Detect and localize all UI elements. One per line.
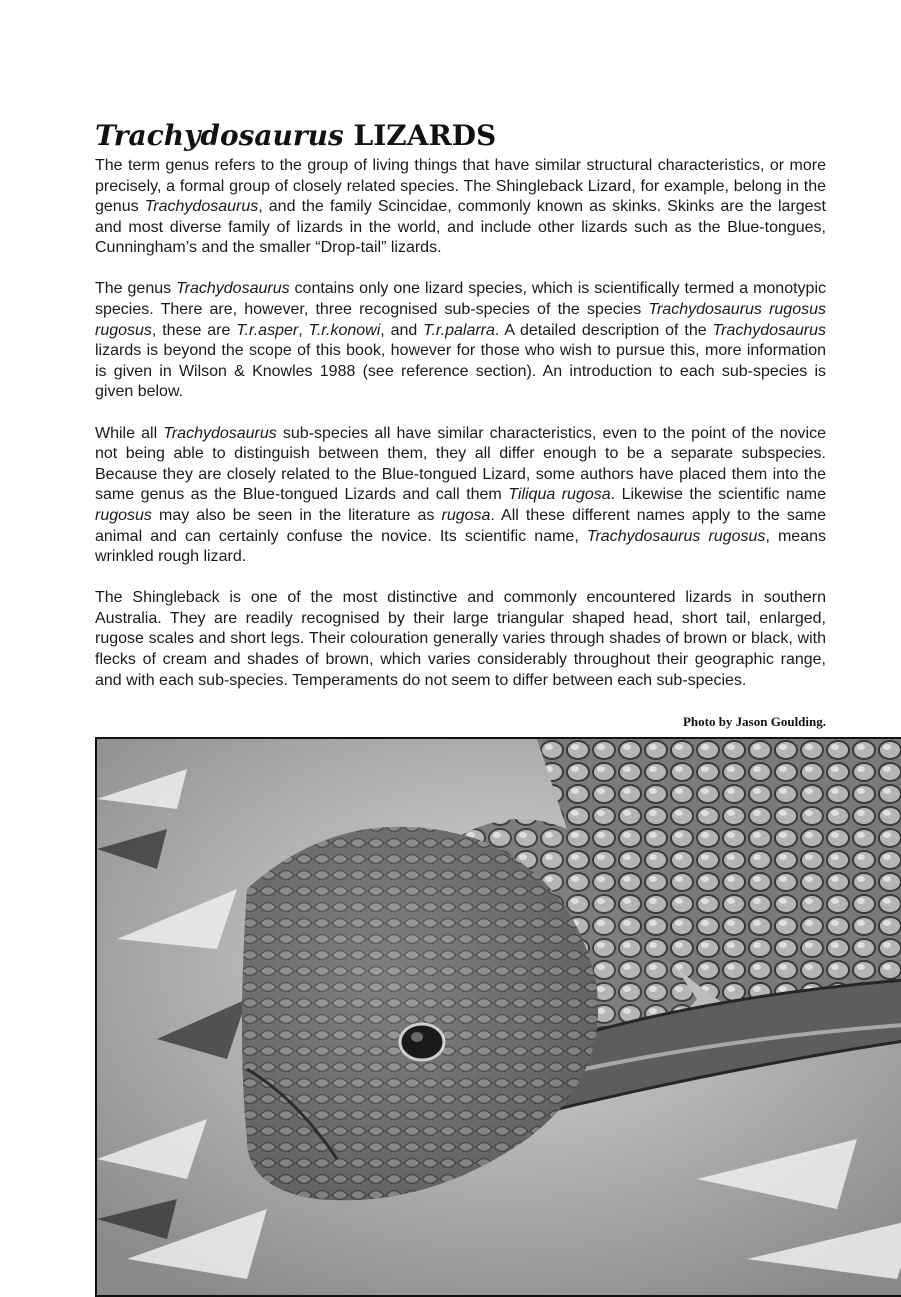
page-title — [95, 116, 496, 156]
text-run: . All these different names apply to the same animal and can certainly confuse the novice. Its scientific name, — [95, 506, 826, 545]
body-text — [95, 156, 826, 712]
paragraph-description — [95, 588, 826, 691]
text-run: The term genus refers to the group of living things that have similar structural characteristics, or more precisely, a formal group of closely related species. The Shingleback Lizard, for example, belong in the genus — [95, 157, 826, 216]
text-run: sub-species all have similar characteristics, even to the point of the novice not being able to distinguish between them, they all differ enough to be a separate subspecies. Because they are closely related to the Blue-tongued Lizard, some authors have placed them into the same genus as the Blue-tongued Lizards and call them — [95, 424, 826, 504]
italic-term: rugosus — [95, 506, 152, 524]
paragraph-subspecies — [95, 279, 826, 403]
paragraph-genus-definition — [95, 156, 826, 259]
text-run: , and — [380, 321, 424, 339]
text-run: , means wrinkled rough lizard. — [95, 527, 827, 566]
text-run: While all — [95, 424, 164, 442]
text-run: . A detailed description of the — [494, 321, 713, 339]
text-run: The Shingleback is one of the most distinctive and commonly encountered lizards in southern Australia. They are readily recognised by their large triangular shaped head, short tail, enlarged, rugose scales and short legs. Their colouration generally varies through shades of brown or black, with flecks of cream and shades of brown, which varies considerably throughout their geographic range, and with each sub-species. Temperaments do not seem to differ between each sub-species. — [95, 589, 826, 689]
text-run: may also be seen in the literature as — [151, 506, 442, 524]
text-run: , and the family Scincidae, commonly known as skinks. Skinks are the largest and most diverse family of lizards in the world, and include other lizards such as the Blue-tongues, Cunningham’s and the smaller “Drop-tail” lizards. — [95, 198, 826, 257]
page-title-rest: LIZARDS — [353, 119, 497, 152]
text-run: . Likewise the scientific name — [610, 486, 827, 504]
text-run: lizards is beyond the scope of this book, however for those who wish to pursue this, more information is given in Wilson & Knowles 1988 (see reference section). An introduction to each sub-species is given below. — [95, 342, 826, 401]
italic-term: Trachydosaurus rugosus rugosus — [95, 301, 827, 339]
page-title-genus: Trachydosaurus — [95, 119, 344, 152]
shingleback-photo-graphic — [97, 739, 901, 1297]
text-run: , these are — [151, 321, 237, 339]
italic-term: T.r.asper — [236, 321, 299, 339]
text-run: The genus — [95, 280, 177, 298]
text-run: contains only one lizard species, which is scientifically termed a monotypic species. There are, however, three recognised sub-species of the species — [95, 280, 826, 319]
shingleback-photo — [95, 737, 901, 1297]
italic-term: T.r.konowi — [308, 321, 381, 339]
photo-credit: Photo by Jason Goulding. — [682, 714, 826, 729]
text-run: , — [298, 321, 309, 339]
italic-term: rugosa — [441, 506, 491, 524]
italic-term: Tiliqua rugosa — [508, 486, 611, 504]
italic-term: Trachydosaurus — [163, 424, 277, 442]
paragraph-naming — [95, 424, 826, 568]
italic-term: Trachydosaurus — [176, 280, 290, 298]
italic-term: T.r.palarra — [423, 321, 495, 339]
italic-term: Trachydosaurus rugosus — [586, 527, 766, 545]
italic-term: Trachydosaurus — [144, 198, 259, 216]
italic-term: Trachydosaurus — [712, 321, 827, 339]
